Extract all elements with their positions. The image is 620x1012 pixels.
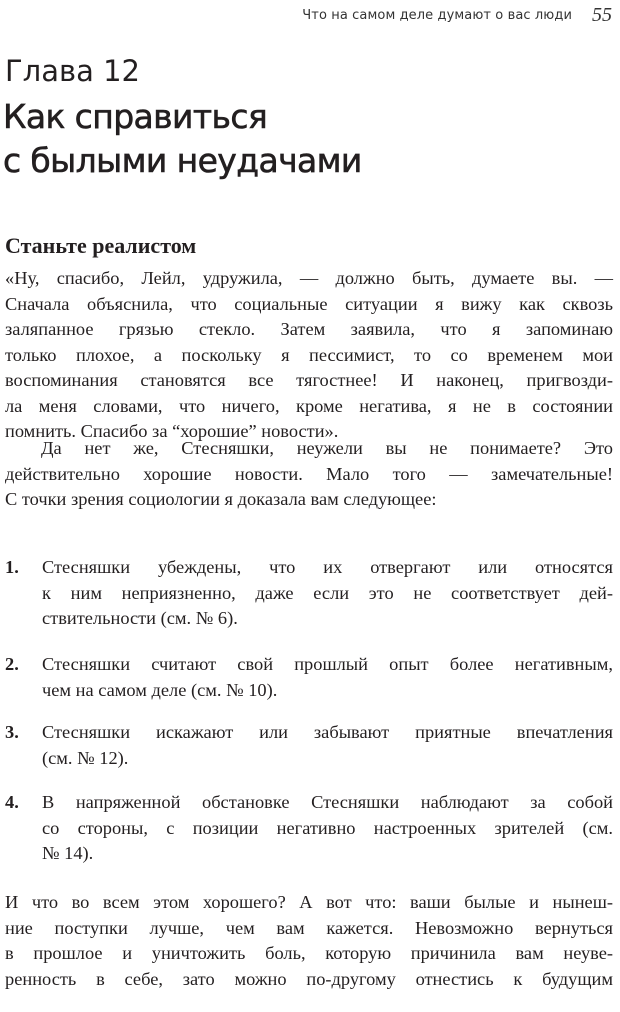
- paragraph-1: [5, 266, 613, 445]
- running-title: Что на самом деле думают о вас люди: [302, 7, 572, 23]
- list-item-text: [42, 555, 613, 632]
- text-line: (см. № 12).: [42, 747, 129, 768]
- text-line: воспоминания становятся все тягостнее! И наконец, пригвозди-: [5, 370, 613, 390]
- list-item-number: 2.: [5, 654, 19, 674]
- chapter-label: Глава 12: [5, 54, 140, 88]
- text-line: Стесняшки искажают или забывают приятные впечатления: [42, 722, 613, 742]
- text-line: в прошлое и уничтожить боль, которую причинила вам неуве-: [5, 943, 613, 963]
- text-line: со стороны, с позиции негативно настроенных зрителей (см.: [42, 817, 613, 838]
- text-line: № 14).: [42, 843, 94, 863]
- text-line: действительно хорошие новости. Мало того — замечательные!: [5, 463, 613, 484]
- list-item-number: 4.: [5, 792, 19, 812]
- text-line: к ним неприязненно, даже если это не соответствует дей-: [42, 582, 613, 603]
- paragraph-3: [5, 890, 613, 992]
- text-line: Стесняшки убеждены, что их отвергают или относятся: [42, 557, 613, 577]
- list-item-text: [42, 720, 613, 771]
- text-line: ла меня словами, что ничего, кроме негатива, я не в состоянии: [5, 395, 613, 416]
- text-line: Стесняшки считают свой прошлый опыт более негативным,: [42, 654, 613, 674]
- list-item-number: 3.: [5, 722, 19, 742]
- section-heading: Станьте реалистом: [5, 233, 197, 258]
- running-header: [302, 0, 612, 30]
- page-number: 55: [592, 3, 612, 26]
- text-line: Да нет же, Стесняшки, неужели вы не понимаете? Это: [41, 438, 613, 458]
- list-item-number: 1.: [5, 557, 19, 577]
- text-line: ние поступки лучше, чем вам кажется. Невозможно вернуться: [5, 917, 613, 938]
- text-line: ствительности (см. № 6).: [42, 608, 238, 628]
- text-line: только плохое, а поскольку я пессимист, то со временем мои: [5, 344, 613, 365]
- text-line: «Ну, спасибо, Лейл, удружила, — должно быть, думаете вы. —: [5, 268, 613, 288]
- text-line: В напряженной обстановке Стесняшки наблюдают за собой: [42, 792, 613, 812]
- text-line: С точки зрения социологии я доказала вам следующее:: [5, 489, 437, 509]
- chapter-title-line: с былыми неудачами: [3, 141, 362, 180]
- text-line: И что во всем этом хорошего? А вот что: ваши былые и нынеш-: [5, 892, 613, 912]
- text-line: чем на самом деле (см. № 10).: [42, 679, 278, 700]
- text-line: Сначала объяснила, что социальные ситуации я вижу как сквозь: [5, 293, 613, 314]
- list-item-text: [42, 652, 613, 703]
- paragraph-2: [5, 436, 613, 513]
- text-line: заляпанное грязью стекло. Затем заявила, что я запоминаю: [5, 319, 613, 339]
- list-item-text: [42, 790, 613, 867]
- text-line: ренность в себе, зато можно по-другому отнестись к будущим: [5, 968, 613, 989]
- chapter-title-line: Как справиться: [3, 97, 268, 136]
- text-line: помнить. Спасибо за “хорошие” новости».: [5, 421, 339, 441]
- chapter-title: [3, 95, 603, 183]
